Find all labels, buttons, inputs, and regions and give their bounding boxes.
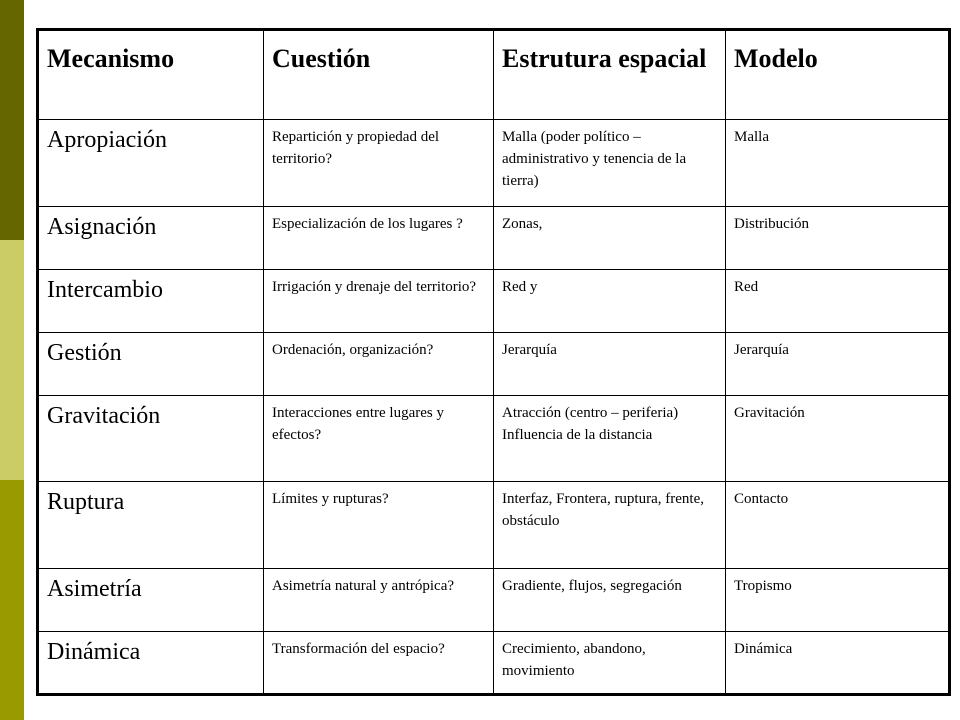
- cell-modelo: Malla: [726, 120, 950, 206]
- side-bar-middle: [0, 240, 24, 480]
- cell-estructura: Crecimiento, abandono, movimiento: [494, 631, 726, 694]
- cell-estructura: Malla (poder político – administrativo y tenencia de la tierra): [494, 120, 726, 206]
- table-row: [38, 269, 950, 332]
- cell-mecanismo: Ruptura: [38, 482, 264, 568]
- cell-modelo: Gravitación: [726, 396, 950, 482]
- header-cuestion: Cuestión: [264, 30, 494, 120]
- side-bar-top: [0, 0, 24, 240]
- cell-cuestion: Repartición y propiedad del territorio?: [264, 120, 494, 206]
- cell-cuestion: Interacciones entre lugares y efectos?: [264, 396, 494, 482]
- cell-cuestion: Irrigación y drenaje del territorio?: [264, 269, 494, 332]
- cell-mecanismo: Asimetría: [38, 568, 264, 631]
- cell-cuestion: Asimetría natural y antrópica?: [264, 568, 494, 631]
- header-estructura: Estrutura espacial: [494, 30, 726, 120]
- cell-estructura: Interfaz, Frontera, ruptura, frente, obstáculo: [494, 482, 726, 568]
- cell-modelo: Tropismo: [726, 568, 950, 631]
- cell-modelo: Contacto: [726, 482, 950, 568]
- table-row: [38, 396, 950, 482]
- cell-mecanismo: Dinámica: [38, 631, 264, 694]
- cell-mecanismo: Apropiación: [38, 120, 264, 206]
- cell-mecanismo: Intercambio: [38, 269, 264, 332]
- cell-modelo: Dinámica: [726, 631, 950, 694]
- cell-estructura: Red y: [494, 269, 726, 332]
- cell-modelo: Red: [726, 269, 950, 332]
- table-header-row: [38, 30, 950, 120]
- table-row: [38, 631, 950, 694]
- cell-mecanismo: Asignación: [38, 206, 264, 269]
- cell-cuestion: Especialización de los lugares ?: [264, 206, 494, 269]
- cell-estructura: Gradiente, flujos, segregación: [494, 568, 726, 631]
- table-row: [38, 206, 950, 269]
- cell-estructura: Atracción (centro – periferia) Influencia de la distancia: [494, 396, 726, 482]
- header-modelo: Modelo: [726, 30, 950, 120]
- cell-mecanismo: Gestión: [38, 333, 264, 396]
- table-row: [38, 120, 950, 206]
- cell-estructura: Zonas,: [494, 206, 726, 269]
- table-row: [38, 482, 950, 568]
- cell-modelo: Jerarquía: [726, 333, 950, 396]
- cell-cuestion: Ordenación, organización?: [264, 333, 494, 396]
- cell-cuestion: Límites y rupturas?: [264, 482, 494, 568]
- cell-cuestion: Transformación del espacio?: [264, 631, 494, 694]
- side-bar-bottom: [0, 480, 24, 720]
- mechanisms-table: [36, 28, 951, 696]
- table-row: [38, 568, 950, 631]
- cell-modelo: Distribución: [726, 206, 950, 269]
- cell-mecanismo: Gravitación: [38, 396, 264, 482]
- table-row: [38, 333, 950, 396]
- cell-estructura: Jerarquía: [494, 333, 726, 396]
- header-mecanismo: Mecanismo: [38, 30, 264, 120]
